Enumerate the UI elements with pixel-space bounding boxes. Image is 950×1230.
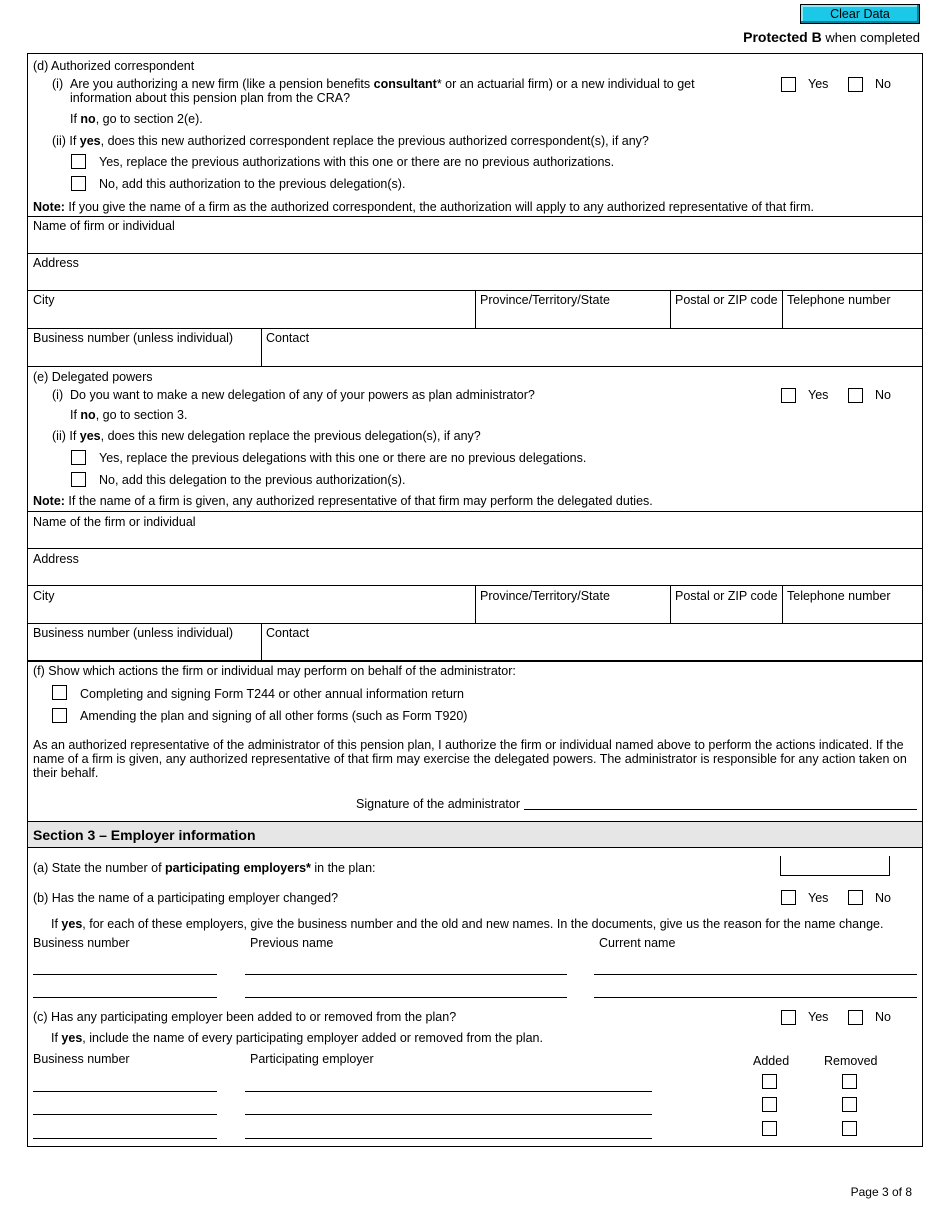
d-name-field[interactable] [30, 234, 920, 252]
e-if-no-post: , go to section 3. [95, 408, 188, 422]
s3-b-current-name-line[interactable] [594, 974, 917, 975]
section-e-title: (e) Delegated powers [33, 370, 153, 384]
section-f-title: (f) Show which actions the firm or individual may perform on behalf of the administrator: [33, 664, 516, 678]
e-note [33, 494, 653, 508]
signature-label: Signature of the administrator [356, 797, 520, 811]
d-city-field[interactable] [30, 308, 473, 326]
e-postal-label: Postal or ZIP code [675, 589, 778, 603]
d-i-no-label: No [875, 77, 891, 91]
s3-c-removed-checkbox[interactable] [842, 1121, 857, 1136]
e-if-no-instruction [70, 408, 187, 422]
divider [28, 328, 922, 329]
s3-c-instruction [51, 1031, 543, 1045]
s3-b-instruction [51, 917, 883, 931]
d-i-text-1: Are you authorizing a new firm (like a pension benefits [70, 77, 374, 91]
protected-b-label [743, 29, 920, 45]
s3-b-business-number-line[interactable] [33, 974, 217, 975]
s3-b-if-bold: yes [61, 917, 83, 931]
d-address-label: Address [33, 256, 79, 270]
divider [261, 623, 262, 661]
divider [261, 328, 262, 366]
e-address-field[interactable] [30, 567, 920, 585]
s3-c-removed-checkbox[interactable] [842, 1097, 857, 1112]
d-address-field[interactable] [30, 271, 920, 289]
s3-b-if-post: , for each of these employers, give the business number and the old and new names. In the documents, give us the reason for the name change. [82, 917, 884, 931]
d-i-yes-label: Yes [808, 77, 829, 91]
s3-c-no-checkbox[interactable] [848, 1010, 863, 1025]
e-i-number: (i) [52, 388, 64, 402]
divider [28, 253, 922, 254]
s3-b-if-pre: If [51, 917, 62, 931]
divider [28, 623, 922, 624]
s3-c-if-pre: If [51, 1031, 62, 1045]
s3-c-col-business-number: Business number [33, 1052, 130, 1066]
s3-a-pre: (a) State the number of [33, 861, 166, 875]
s3-b-business-number-line[interactable] [33, 997, 217, 998]
s3-c-business-number-line[interactable] [33, 1114, 217, 1115]
e-note-text: If the name of a firm is given, any authorized representative of that firm may perform the delegated duties. [64, 494, 653, 508]
d-i-no-checkbox[interactable] [848, 77, 863, 92]
s3-b-previous-name-line[interactable] [245, 974, 567, 975]
section-d-title: (d) Authorized correspondent [33, 59, 195, 73]
s3-c-employer-line[interactable] [245, 1114, 652, 1115]
f-amend-plan-checkbox[interactable] [52, 708, 67, 723]
section-3-title: Section 3 – Employer information [33, 827, 256, 843]
e-bn-label: Business number (unless individual) [33, 626, 234, 640]
e-postal-field[interactable] [672, 604, 781, 622]
e-contact-field[interactable] [263, 641, 920, 659]
s3-b-col-current-name: Current name [599, 936, 676, 950]
s3-c-business-number-line[interactable] [33, 1091, 217, 1092]
s3-b-yes-checkbox[interactable] [781, 890, 796, 905]
e-i-yes-checkbox[interactable] [781, 388, 796, 403]
e-phone-label: Telephone number [787, 589, 891, 603]
e-note-bold: Note: [33, 494, 65, 508]
e-i-yes-label: Yes [808, 388, 829, 402]
f-amend-plan-label: Amending the plan and signing of all other forms (such as Form T920) [80, 709, 468, 723]
s3-b-col-previous-name: Previous name [250, 936, 334, 950]
e-i-no-checkbox[interactable] [848, 388, 863, 403]
e-if-no-bold: no [80, 408, 96, 422]
d-ii-replace-checkbox[interactable] [71, 154, 86, 169]
s3-c-employer-line[interactable] [245, 1138, 652, 1139]
s3-c-employer-line[interactable] [245, 1091, 652, 1092]
s3-b-previous-name-line[interactable] [245, 997, 567, 998]
e-i-question: Do you want to make a new delegation of any of your powers as plan administrator? [70, 388, 535, 402]
divider [475, 290, 476, 328]
e-name-field[interactable] [30, 530, 920, 548]
s3-b-yes-label: Yes [808, 891, 829, 905]
s3-b-no-checkbox[interactable] [848, 890, 863, 905]
d-province-label: Province/Territory/State [480, 293, 610, 307]
d-province-field[interactable] [477, 308, 669, 326]
s3-b-current-name-line[interactable] [594, 997, 917, 998]
s3-c-yes-checkbox[interactable] [781, 1010, 796, 1025]
clear-data-button[interactable]: Clear Data [800, 4, 920, 24]
s3-a-bold: participating employers* [165, 861, 311, 875]
e-address-label: Address [33, 552, 79, 566]
e-province-field[interactable] [477, 604, 669, 622]
d-if-no-bold: no [80, 112, 96, 126]
f-form-t244-checkbox[interactable] [52, 685, 67, 700]
d-i-bold: consultant [373, 77, 437, 91]
e-name-label: Name of the firm or individual [33, 515, 196, 529]
d-contact-label: Contact [266, 331, 310, 345]
d-if-no-pre: If [70, 112, 81, 126]
divider [782, 290, 783, 328]
s3-c-business-number-line[interactable] [33, 1138, 217, 1139]
s3-c-question: (c) Has any participating employer been added to or removed from the plan? [33, 1010, 457, 1024]
s3-c-no-label: No [875, 1010, 891, 1024]
d-note [33, 200, 814, 214]
divider [670, 290, 671, 328]
d-name-label: Name of firm or individual [33, 219, 175, 233]
e-ii-add-checkbox[interactable] [71, 472, 86, 487]
e-ii-add-label: No, add this delegation to the previous authorization(s). [99, 473, 406, 487]
divider [28, 548, 922, 549]
divider [475, 585, 476, 623]
d-note-bold: Note: [33, 200, 65, 214]
d-i-text-2: * or an actuarial firm) or a new individual to get [436, 77, 695, 91]
s3-b-no-label: No [875, 891, 891, 905]
d-phone-field[interactable] [784, 308, 920, 326]
s3-b-question: (b) Has the name of a participating employer changed? [33, 891, 339, 905]
d-ii-add-checkbox[interactable] [71, 176, 86, 191]
d-i-question [70, 77, 695, 91]
e-province-label: Province/Territory/State [480, 589, 610, 603]
d-postal-field[interactable] [672, 308, 781, 326]
d-postal-label: Postal or ZIP code [675, 293, 778, 307]
e-ii-bold: yes [79, 429, 101, 443]
s3-c-if-post: , include the name of every participating employer added or removed from the plan. [82, 1031, 543, 1045]
e-city-label: City [33, 589, 55, 603]
f-form-t244-label: Completing and signing Form T244 or other annual information return [80, 687, 465, 701]
d-if-no-instruction [70, 112, 203, 126]
d-ii-bold: yes [79, 134, 101, 148]
divider [670, 585, 671, 623]
d-bn-label: Business number (unless individual) [33, 331, 234, 345]
d-ii-post: , does this new authorized correspondent replace the previous authorized correspondent(s), if any? [100, 134, 649, 148]
divider [782, 585, 783, 623]
page-number: Page 3 of 8 [850, 1185, 912, 1199]
e-i-no-label: No [875, 388, 891, 402]
d-phone-label: Telephone number [787, 293, 891, 307]
s3-c-added-checkbox[interactable] [762, 1074, 777, 1089]
protected-b-rest: when completed [821, 30, 920, 45]
divider [28, 511, 922, 512]
d-i-number: (i) [52, 77, 64, 91]
signature-line[interactable] [524, 809, 917, 810]
d-ii-replace-label: Yes, replace the previous authorizations with this one or there are no previous authorizations. [99, 155, 615, 169]
d-note-text: If you give the name of a firm as the authorized correspondent, the authorization will apply to any authorized representative of that firm. [64, 200, 814, 214]
e-if-no-pre: If [70, 408, 81, 422]
e-ii-replace-checkbox[interactable] [71, 450, 86, 465]
e-city-field[interactable] [30, 604, 473, 622]
e-ii-post: , does this new delegation replace the previous delegation(s), if any? [100, 429, 481, 443]
d-ii-pre: (ii) If [52, 134, 80, 148]
participating-employers-count-field[interactable] [780, 856, 890, 876]
e-ii-pre: (ii) If [52, 429, 80, 443]
divider [28, 660, 922, 662]
s3-c-if-bold: yes [61, 1031, 83, 1045]
d-i-yes-checkbox[interactable] [781, 77, 796, 92]
d-if-no-post: , go to section 2(e). [95, 112, 203, 126]
d-contact-field[interactable] [263, 346, 920, 364]
e-ii-replace-label: Yes, replace the previous delegations with this one or there are no previous delegations. [99, 451, 587, 465]
s3-c-added-checkbox[interactable] [762, 1121, 777, 1136]
e-contact-label: Contact [266, 626, 310, 640]
d-ii-question [52, 134, 649, 148]
s3-c-yes-label: Yes [808, 1010, 829, 1024]
f-authorization-statement: As an authorized representative of the administrator of this pension plan, I authorize the firm or individual named above to perform the actions indicated. If the name of a firm is given, any authorized representative of that firm may exercise the delegated powers. The administrator is responsible for any action taken on their behalf. [33, 738, 907, 780]
protected-b-bold: Protected B [743, 29, 822, 45]
divider [28, 216, 922, 217]
s3-a-question [33, 861, 376, 875]
s3-c-removed-checkbox[interactable] [842, 1074, 857, 1089]
d-city-label: City [33, 293, 55, 307]
s3-c-col-added: Added [753, 1054, 790, 1068]
s3-c-added-checkbox[interactable] [762, 1097, 777, 1112]
s3-a-post: in the plan: [310, 861, 376, 875]
d-i-question-line2: information about this pension plan from the CRA? [70, 91, 351, 105]
s3-b-col-business-number: Business number [33, 936, 130, 950]
e-bn-field[interactable] [30, 641, 259, 659]
divider [28, 366, 922, 367]
d-ii-add-label: No, add this authorization to the previous delegation(s). [99, 177, 406, 191]
s3-c-col-participating-employer: Participating employer [250, 1052, 374, 1066]
e-phone-field[interactable] [784, 604, 920, 622]
d-bn-field[interactable] [30, 346, 259, 364]
e-ii-question [52, 429, 481, 443]
s3-c-col-removed: Removed [824, 1054, 878, 1068]
